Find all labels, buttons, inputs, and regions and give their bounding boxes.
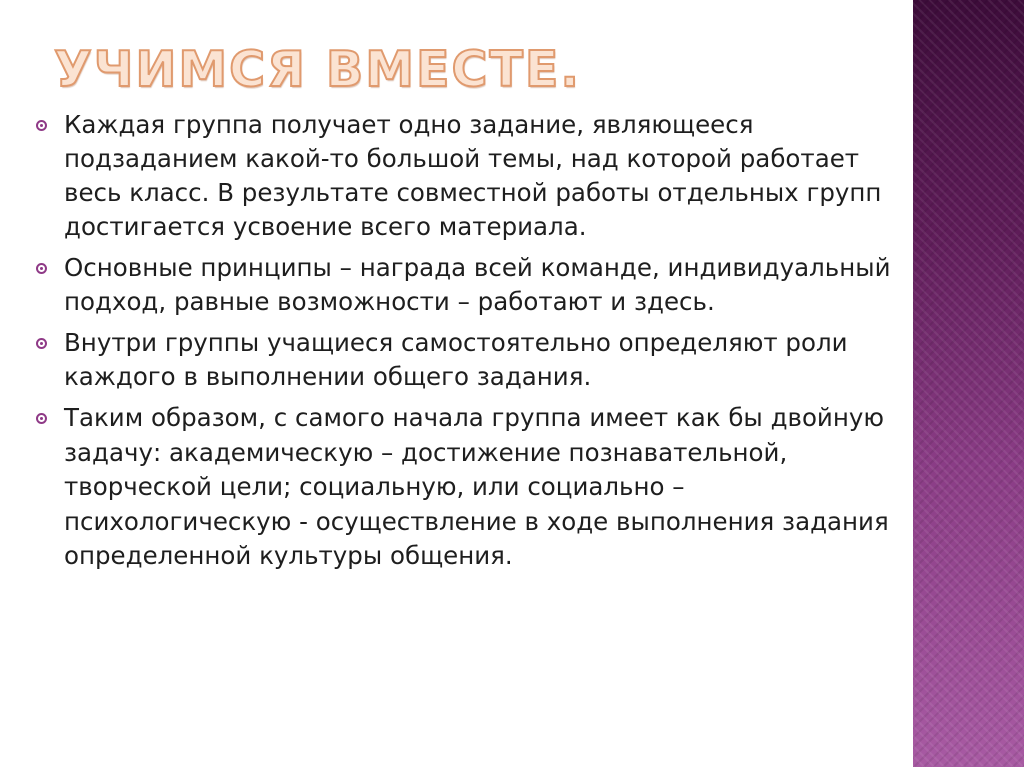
slide-title: УЧИМСЯ ВМЕСТЕ. xyxy=(54,41,581,98)
bullet-text: Таким образом, с самого начала группа имеет как бы двойную задачу: академическую – достижение познавательной, творческой цели; социальную, или социально – психологическую - осуществление в ходе выполнения задания определенной культуры общения. xyxy=(64,403,889,570)
bullet-item xyxy=(36,326,896,394)
bullet-text: Внутри группы учащиеся самостоятельно определяют роли каждого в выполнении общего задания. xyxy=(64,328,848,391)
bullet-text: Каждая группа получает одно задание, являющееся подзаданием какой-то большой темы, над которой работает весь класс. В результате совместной работы отдельных групп достигается усвоение всего материала. xyxy=(64,110,882,241)
circle-dot-icon xyxy=(36,263,47,274)
decorative-side-strip xyxy=(913,0,1024,767)
bullet-item xyxy=(36,108,896,244)
bullet-list xyxy=(36,108,896,581)
bullet-item xyxy=(36,251,896,319)
circle-dot-icon xyxy=(36,413,47,424)
circle-dot-icon xyxy=(36,120,47,131)
circle-dot-icon xyxy=(36,338,47,349)
bullet-text: Основные принципы – награда всей команде, индивидуальный подход, равные возможности – работают и здесь. xyxy=(64,253,891,316)
bullet-item xyxy=(36,401,896,574)
